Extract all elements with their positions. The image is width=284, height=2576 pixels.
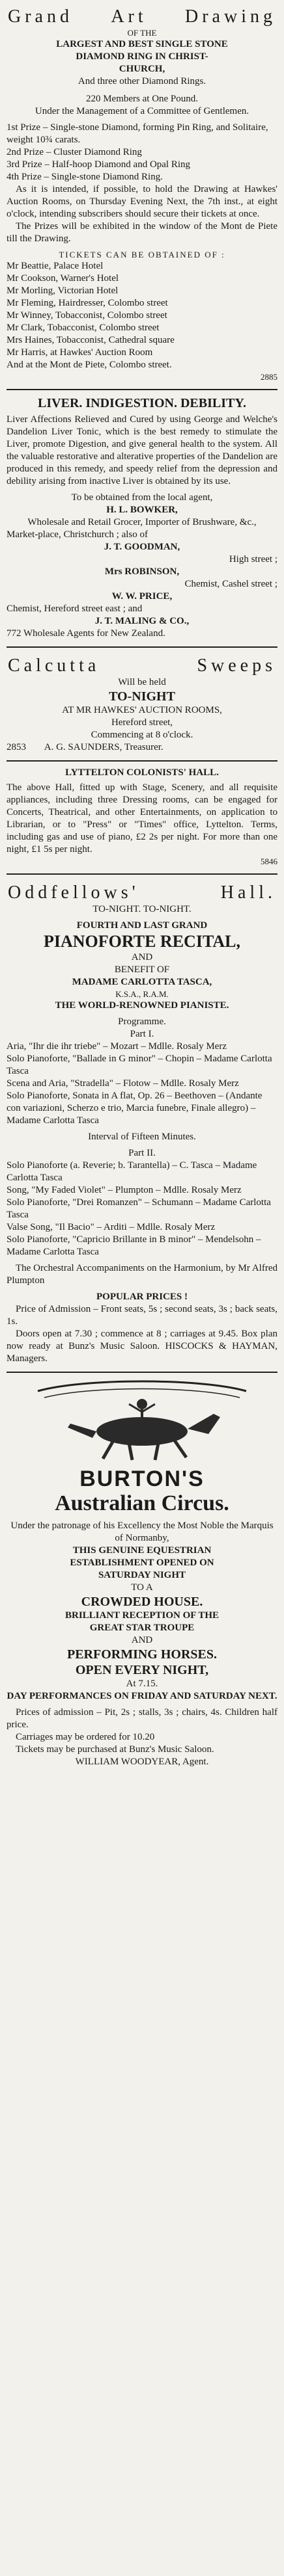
ad-calcutta-sweeps: [7, 653, 277, 754]
sub-largest: LARGEST AND BEST SINGLE STONE: [56, 39, 228, 49]
circus-tickets: Tickets may be purchased at Bunz's Music Saloon.: [16, 1744, 214, 1755]
ad-grand-art-drawing: [7, 4, 277, 382]
circus-title-burtons: BURTON'S: [79, 1467, 205, 1491]
programme-part-two: [7, 1160, 277, 1258]
prize-item: 4th Prize – Single-stone Diamond Ring.: [7, 172, 163, 182]
ticket-agent: Mr Beattie, Palace Hotel: [7, 261, 104, 271]
tonight-line: TO-NIGHT. TO-NIGHT.: [92, 904, 192, 914]
benefit-line: BENEFIT OF: [114, 964, 170, 975]
pianist-credentials: K.S.A., R.A.M.: [115, 989, 169, 999]
recital-line: PIANOFORTE RECITAL,: [44, 932, 240, 951]
agent-price: W. W. PRICE,: [111, 591, 173, 602]
circus-line-2: ESTABLISHMENT OPENED ON: [70, 1558, 214, 1568]
circus-carriages: Carriages may be ordered for 10.20: [16, 1732, 155, 1742]
circus-line-6: BRILLIANT RECEPTION OF THE: [64, 1610, 220, 1621]
management-line: Under the Management of a Committee of Gentlemen.: [35, 106, 249, 116]
agent-bowker-desc: Wholesale and Retail Grocer, Importer of Brushware, &c.,: [27, 517, 257, 527]
agent-price-loc: Chemist, Hereford street east ; and: [7, 604, 143, 614]
ticket-agent: Mr Cookson, Warner's Hotel: [7, 273, 119, 284]
tonight-line: TO-NIGHT: [109, 689, 175, 704]
street-line: Hereford street,: [111, 717, 173, 728]
fourth-last-line: FOURTH AND LAST GRAND: [76, 920, 208, 931]
signature-line: [7, 741, 277, 754]
sub-three-rings: And three other Diamond Rings.: [78, 76, 206, 86]
agent-bowker-loc: Market-place, Christchurch ; also of: [7, 529, 149, 540]
time-line: Commencing at 8 o'clock.: [91, 730, 193, 740]
programme-item: Song, "My Faded Violet" – Plumpton – Mdlle. Rosaly Merz: [7, 1185, 242, 1195]
ad-title: [7, 880, 277, 903]
sub-of-the: OF THE: [127, 28, 157, 38]
ad-title: [7, 4, 277, 27]
agent-robinson-loc: Chemist, Cashel street ;: [184, 579, 277, 589]
part-two-heading: Part II.: [128, 1148, 156, 1158]
agent-maling-role: Wholesale Agents for New Zealand.: [23, 628, 165, 639]
patronage-line: Under the patronage of his Excellency the Most Noble the Marquis of Normanby,: [10, 1520, 274, 1543]
circus-agent: WILLIAM WOODYEAR, Agent.: [75, 1757, 209, 1767]
drawing-paragraph: As it is intended, if possible, to hold the Drawing at Hawkes' Auction Rooms, on Thursday Evening Next, the 7th inst., at eight o'clock, intending subscribers should secure their tickets at once.: [7, 184, 277, 219]
ad-burtons-circus: [7, 1378, 277, 1768]
ticket-agents: [7, 260, 277, 371]
circus-line-7: GREAT STAR TROUPE: [89, 1623, 195, 1633]
obtain-line: To be obtained from the local agent,: [71, 492, 213, 503]
prize-item: 1st Prize – Single-stone Diamond, forming Pin Ring, and Solitaire, weight 10¾ carats.: [7, 122, 268, 145]
ad-reference: 5846: [261, 856, 277, 866]
ad-reference: 772: [7, 628, 21, 639]
popular-prices: POPULAR PRICES !: [96, 1292, 188, 1302]
held-line: Will be held: [118, 677, 166, 687]
hall-paragraph: The above Hall, fitted up with Stage, Scenery, and all requisite appliances, including three Dressing rooms, can be engaged for Concerts, Theatrical, and other Entertainments, on application to Librarian, or to "Press" or "Times" office, Lyttelton. Terms, including gas and use of piano, £2 2s per night. For more than one night, £1 5s per night.: [7, 782, 277, 855]
circus-line-10: OPEN EVERY NIGHT,: [75, 1663, 209, 1677]
admission-prices: Price of Admission – Front seats, 5s ; second seats, 3s ; back seats, 1s.: [7, 1304, 277, 1327]
ticket-agent: Mr Harris, at Hawkes' Auction Room: [7, 347, 153, 358]
title-word-art: Art: [111, 7, 147, 27]
and-line: AND: [131, 952, 153, 963]
programme-item: Solo Pianoforte, "Capricio Brillante in B minor" – Mendelsohn – Madame Carlotta Tasca: [7, 1234, 261, 1257]
part-one-heading: Part I.: [130, 1029, 154, 1039]
circus-line-5: CROWDED HOUSE.: [81, 1595, 203, 1609]
interval-line: Interval of Fifteen Minutes.: [88, 1132, 196, 1142]
prize-list: [7, 122, 277, 183]
agent-maling: J. T. MALING & CO.,: [94, 616, 190, 626]
pianist-name: MADAME CARLOTTA TASCA,: [72, 977, 212, 987]
ad-lyttelton-hall: [7, 767, 277, 867]
programme-item: Solo Pianoforte, Sonata in A flat, Op. 26 – Beethoven – (Andante con variazioni, Scherzo e trio, Marcia funebre, Finale allegro) – Madame Carlotta Tasca: [7, 1091, 263, 1126]
ad-reference: 2885: [261, 372, 277, 382]
title-word-grand: Grand: [8, 7, 73, 27]
prize-item: 3rd Prize – Half-hoop Diamond and Opal Ring: [7, 159, 191, 170]
programme-item: Solo Pianoforte, "Ballade in G minor" – Chopin – Madame Carlotta Tasca: [7, 1054, 272, 1076]
circus-title-australian: Australian Circus.: [55, 1491, 229, 1515]
agent-goodman: J. T. GOODMAN,: [104, 542, 180, 552]
ad-title: [7, 653, 277, 676]
ad-reference: 2853: [7, 742, 26, 752]
column-divider: [7, 389, 277, 390]
programme-item: Aria, "Ihr die ihr triebe" – Mozart – Mdlle. Rosaly Merz: [7, 1041, 227, 1052]
programme-item: Solo Pianoforte (a. Reverie; b. Tarantella) – C. Tasca – Madame Carlotta Tasca: [7, 1160, 257, 1183]
treasurer-signature: A. G. SAUNDERS, Treasurer.: [44, 742, 163, 752]
title-word-hall: Hall.: [220, 883, 276, 903]
circus-line-3: SATURDAY NIGHT: [98, 1570, 186, 1580]
circus-line-9: PERFORMING HORSES.: [66, 1647, 218, 1662]
exhibition-paragraph: The Prizes will be exhibited in the window of the Mont de Piete till the Drawing.: [7, 221, 277, 244]
circus-line-11: At 7.15.: [126, 1679, 158, 1689]
sub-church: CHURCH,: [119, 64, 165, 74]
prize-item: 2nd Prize – Cluster Diamond Ring: [7, 147, 142, 157]
ticket-agent: Mr Fleming, Hairdresser, Colombo street: [7, 298, 168, 308]
ad-heading: LIVER. INDIGESTION. DEBILITY.: [38, 396, 246, 410]
programme-heading: Programme.: [118, 1016, 166, 1027]
column-divider: [7, 760, 277, 762]
circus-prices: Prices of admission – Pit, 2s ; stalls, 3s ; chairs, 4s. Children half price.: [7, 1707, 277, 1730]
programme-item: Valse Song, "Il Bacio" – Arditi – Mdlle. Rosaly Merz: [7, 1222, 216, 1232]
column-divider: [7, 873, 277, 875]
doors-info: Doors open at 7.30 ; commence at 8 ; carriages at 9.45. Box plan now ready at Bunz's Music Saloon. HISCOCKS & HAYMAN, Managers.: [7, 1329, 277, 1364]
column-divider: [7, 646, 277, 648]
members-line: 220 Members at One Pound.: [85, 94, 199, 104]
venue-line: AT MR HAWKES' AUCTION ROOMS,: [62, 705, 222, 715]
ad-oddfellows-hall: [7, 880, 277, 1365]
circus-line-12: DAY PERFORMANCES ON FRIDAY AND SATURDAY NEXT.: [7, 1691, 277, 1701]
orchestral-note: The Orchestral Accompaniments on the Harmonium, by Mr Alfred Plumpton: [7, 1263, 277, 1286]
programme-item: Scena and Aria, "Stradella" – Flotow – Mdlle. Rosaly Merz: [7, 1078, 239, 1089]
ticket-agent: Mr Morling, Victorian Hotel: [7, 285, 119, 296]
ticket-agent: Mrs Haines, Tobacconist, Cathedral square: [7, 335, 175, 345]
agent-maling-desc: [7, 628, 277, 640]
world-renowned: THE WORLD-RENOWNED PIANISTE.: [55, 1000, 229, 1011]
title-word-oddfellows: Oddfellows': [8, 883, 139, 903]
title-word-drawing: Drawing: [185, 7, 276, 27]
ad-liver-tonic: [7, 395, 277, 640]
agent-bowker: H. L. BOWKER,: [106, 505, 178, 515]
agent-goodman-loc: High street ;: [229, 554, 277, 564]
programme-item: Solo Pianoforte, "Drei Romanzen" – Schumann – Madame Carlotta Tasca: [7, 1197, 271, 1220]
circus-line-8: AND: [131, 1635, 153, 1645]
liver-paragraph: Liver Affections Relieved and Cured by using George and Welche's Dandelion Liver Tonic, which is the best remedy to stimulate the Liver, promote Digestion, and give general health to the system. All the valuable restorative and alterative properties of the Dandelion are produced in this remedy, and speedy relief from the depression and debility arising from inactive Liver is obtained by its use.: [7, 414, 277, 486]
tickets-heading: TICKETS CAN BE OBTAINED OF :: [59, 250, 225, 259]
circus-line-1: THIS GENUINE EQUESTRIAN: [72, 1545, 212, 1556]
programme-part-one: [7, 1041, 277, 1127]
circus-line-4: TO A: [131, 1582, 153, 1593]
ticket-agent: Mr Winney, Tobacconist, Colombo street: [7, 310, 167, 321]
agent-robinson: Mrs ROBINSON,: [104, 566, 180, 577]
ticket-agent: Mr Clark, Tobacconist, Colombo street: [7, 323, 160, 333]
title-word-calcutta: Calcutta: [8, 656, 100, 676]
column-divider: [7, 1372, 277, 1373]
sub-diamond: DIAMOND RING IN CHRIST-: [76, 51, 208, 62]
circus-horse-illustration: [25, 1378, 259, 1463]
title-word-sweeps: Sweeps: [197, 656, 276, 676]
ticket-agent: And at the Mont de Piete, Colombo street.: [7, 360, 172, 370]
ad-heading: LYTTELTON COLONISTS' HALL.: [65, 767, 219, 778]
